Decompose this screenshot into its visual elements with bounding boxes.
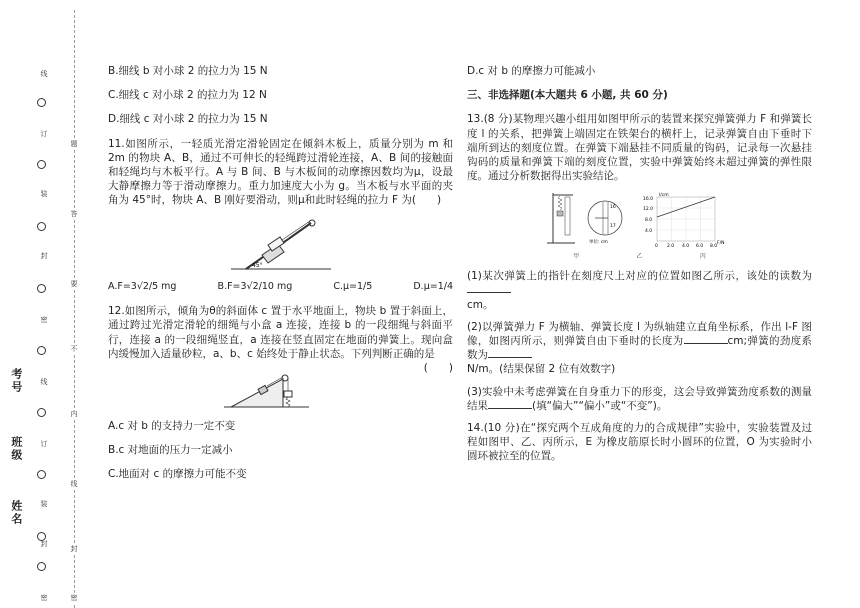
q10-option-c: C.细线 c 对小球 2 的拉力为 12 N	[108, 89, 267, 102]
binding-hole	[37, 470, 46, 479]
q10-option-d: D.细线 c 对小球 2 的拉力为 15 N	[108, 113, 268, 126]
right-column	[467, 64, 812, 471]
seal-char: 不	[68, 345, 80, 354]
q12-option-c: C.地面对 c 的摩擦力可能不变	[108, 468, 247, 481]
q13-text: 13.(8 分)某物理兴趣小组用如图甲所示的装置来探究弹簧弹力 F 和弹簧长度 l 的关系，把弹簧上端固定在铁架台的横杆上，记录弹簧自由下垂时下端所到达的刻度位置。在弹簧下端悬挂不同质量的钩码，记录每一次悬挂钩码的质量和弹簧下端的刻度位置，实验中弹簧始终未超过弹簧的弹性限度。通过分析数据得出实验结论。	[467, 113, 812, 183]
q12-body: 12.如图所示，倾角为θ的斜面体 c 置于水平地面上，物块 b 置于斜面上，通过跨过光滑定滑轮的细绳与小盒 a 连接，连接 b 的一段细绳与斜面平行，连接 a 的一段细绳竖直，a 连接在竖直固定在地面的弹簧上。现向盒内缓慢加入适量砂粒，a、b、c 始终处于静止状态。下列判断正确的是	[108, 305, 453, 360]
caption-bing: 丙	[699, 253, 706, 261]
q12-option-d: D.c 对 b 的摩擦力可能减小	[467, 65, 596, 77]
ytick: 8.0	[644, 218, 652, 224]
q13-part3	[467, 385, 812, 413]
seal-char: 封	[68, 545, 80, 554]
xtick: 2.0	[666, 244, 674, 250]
q14-text: 14.(10 分)在“探究两个互成角度的力的合成规律”实验中，实验装置及过程如图甲、乙、丙所示，E 为橡皮筋原长时小圆环的位置，O 为实验时小圆环被拉至的位置。	[467, 421, 812, 463]
label-kaohao: 考号	[9, 368, 23, 394]
seal-char: 装	[40, 190, 48, 198]
q13-part3-end: (填“偏大”“偏小”或“不变”)。	[532, 399, 668, 412]
q11-option-a: A.F=3√2/5 mg	[108, 281, 177, 293]
ytick: 16.0	[642, 197, 653, 203]
binding-hole	[37, 160, 46, 169]
unit-label: 单位: cm	[588, 240, 608, 246]
xtick: 4.0	[681, 244, 689, 250]
binding-hole	[37, 346, 46, 355]
q13-part2-end: N/m。(结果保留 2 位有效数字)	[467, 363, 616, 376]
q11-figure	[108, 215, 453, 273]
binding-dashed-line	[74, 10, 75, 608]
seal-char: 题	[68, 140, 80, 149]
graph-ylabel: l/cm	[658, 193, 669, 199]
scale-16: 16	[609, 205, 616, 211]
q12-option-a: A.c 对 b 的支持力一定不变	[108, 419, 236, 432]
left-column	[108, 64, 453, 491]
figure-captions	[545, 253, 735, 261]
q12-paren: ( )	[423, 361, 453, 374]
q12-option-b: B.c 对地面的压力一定减小	[108, 444, 233, 457]
q13-part1	[467, 269, 812, 312]
q10-option-b: B.细线 b 对小球 2 的拉力为 15 N	[108, 65, 268, 77]
seal-char: 订	[40, 440, 48, 448]
caption-jia: 甲	[573, 253, 580, 261]
q11-option-b: B.F=3√2/10 mg	[217, 281, 293, 293]
q12-text	[108, 304, 453, 374]
xtick: 6.0	[695, 244, 703, 250]
answer-blank[interactable]	[488, 348, 532, 358]
q11-angle-label: 45°	[251, 262, 263, 270]
binding-hole	[37, 222, 46, 231]
q13-part2	[467, 320, 812, 377]
graph-xlabel: F/N	[716, 241, 724, 247]
seal-char: 封	[40, 540, 48, 548]
seal-char: 内	[68, 410, 80, 419]
seal-char: 要	[68, 280, 80, 289]
q12-figure	[108, 369, 424, 411]
seal-char: 装	[40, 500, 48, 508]
q13-part3-text: (3)实验中未考虑弹簧在自身重力下的形变，这会导致弹簧劲度系数的测量结果	[467, 385, 812, 412]
label-banji: 班级	[9, 436, 23, 462]
q13-part1-text: (1)某次弹簧上的指针在刻度尺上对应的位置如图乙所示，该处的读数为	[467, 270, 812, 283]
answer-blank[interactable]	[467, 283, 511, 293]
seal-char: 答	[68, 210, 80, 219]
q13-part1-unit: cm。	[467, 298, 494, 311]
q11-options	[108, 281, 453, 294]
xtick: 8.0	[709, 244, 717, 250]
section-3-heading: 三、非选择题(本大题共 6 小题, 共 60 分)	[467, 89, 668, 102]
binding-hole	[37, 284, 46, 293]
scale-17: 17	[609, 224, 616, 230]
seal-char: 线	[40, 378, 48, 386]
q13-part2-mid: cm;弹簧的劲度系数为	[467, 334, 813, 362]
q11-text: 11.如图所示，一轻质光滑定滑轮固定在倾斜木板上，质量分别为 m 和 2m 的物块 A、B，通过不可伸长的轻绳跨过滑轮连接，A、B 间的接触面和轻绳均与木板平行。A 与 B 间、B 与木板间的动摩擦因数均为μ，设最大静摩擦力等于滑动摩擦力。重力加速度大小为 g。当木板与水平面的夹角为 45°时，物块 A、B 刚好要滑动，则μ和此时轻绳的拉力 F 为( )	[108, 137, 453, 207]
answer-blank[interactable]	[488, 399, 532, 409]
binding-hole	[37, 408, 46, 417]
q13-figures	[467, 191, 812, 249]
answer-blank[interactable]	[684, 334, 728, 344]
ytick: 12.0	[642, 207, 653, 213]
xtick: 0	[654, 244, 658, 250]
seal-char: 密	[68, 594, 80, 603]
seal-char: 封	[40, 252, 48, 260]
seal-char: 线	[40, 70, 48, 78]
caption-yi: 乙	[636, 253, 643, 261]
q11-option-d: D.μ=1/4	[413, 281, 453, 293]
seal-char: 密	[40, 316, 48, 324]
seal-char: 密	[40, 594, 48, 602]
q11-option-c: C.μ=1/5	[333, 281, 373, 293]
seal-char: 订	[40, 130, 48, 138]
seal-char: 线	[68, 480, 80, 489]
binding-hole	[37, 562, 46, 571]
binding-margin	[0, 0, 95, 608]
binding-hole	[37, 98, 46, 107]
label-xingming: 姓名	[9, 500, 23, 526]
ytick: 4.0	[644, 229, 652, 235]
q13-part2-text: (2)以弹簧弹力 F 为横轴、弹簧长度 l 为纵轴建立直角坐标系，作出 l-F 图像，如图丙所示，则弹簧自由下垂时的长度为	[467, 320, 812, 347]
